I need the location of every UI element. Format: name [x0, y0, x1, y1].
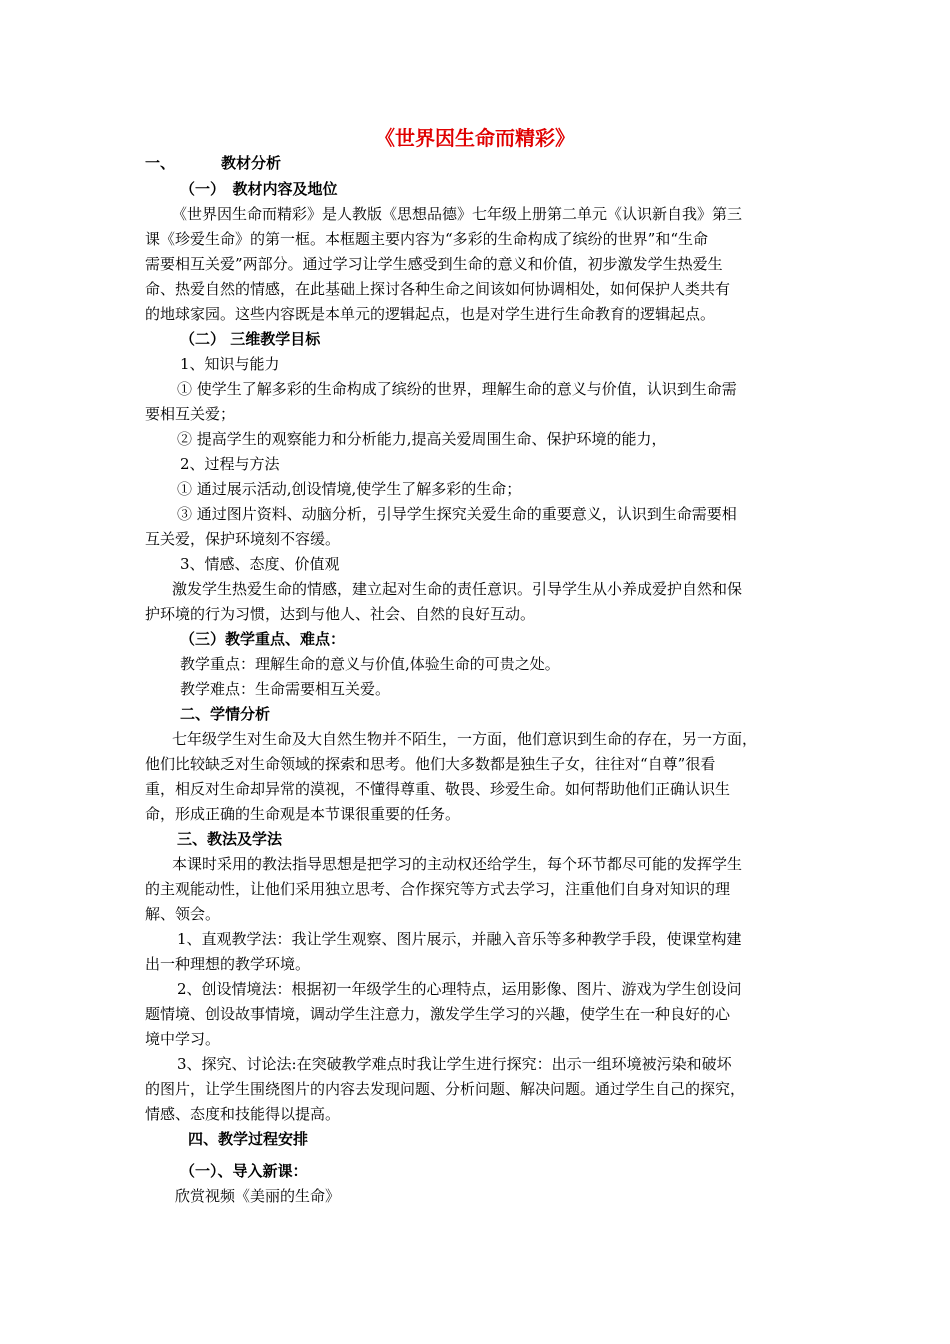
paragraph-line: 命，形成正确的生命观是本节课很重要的任务。	[145, 805, 461, 823]
list-heading: 2、过程与方法	[180, 455, 280, 473]
section-1-heading: 教材分析	[221, 154, 282, 172]
paragraph-line: 欣赏视频《美丽的生命》	[175, 1187, 341, 1205]
paragraph-line: 解、领会。	[145, 905, 221, 923]
list-heading: 3、情感、态度、价值观	[180, 555, 340, 573]
paragraph-line: 题情境、创设故事情境，调动学生注意力，激发学生学习的兴趣，使学生在一种良好的心	[145, 1005, 731, 1023]
paragraph-line: ① 使学生了解多彩的生命构成了缤纷的世界，理解生命的意义与价值，认识到生命需	[177, 380, 737, 398]
section-heading: 四、教学过程安排	[188, 1130, 309, 1148]
subsection-heading: （二） 三维教学目标	[180, 330, 321, 348]
paragraph-line: 要相互关爱；	[145, 405, 236, 423]
paragraph-line: 教学重点：理解生命的意义与价值,体验生命的可贵之处。	[180, 655, 560, 673]
paragraph-line: ① 通过展示活动,创设情境,使学生了解多彩的生命；	[177, 480, 522, 498]
subsection-heading: （一）、导入新课：	[180, 1162, 308, 1180]
paragraph-line: 七年级学生对生命及大自然生物并不陌生，一方面，他们意识到生命的存在，另一方面，	[172, 730, 758, 748]
paragraph-line: ③ 通过图片资料、动脑分析，引导学生探究关爱生命的重要意义，认识到生命需要相	[177, 505, 737, 523]
subsection-heading: （三）教学重点、难点：	[180, 630, 346, 648]
paragraph-line: 的图片，让学生围绕图片的内容去发现问题、分析问题、解决问题。通过学生自己的探究，	[145, 1080, 746, 1098]
list-heading: 1、知识与能力	[180, 355, 280, 373]
subsection-heading: （一） 教材内容及地位	[180, 180, 338, 198]
paragraph-line: 情感、态度和技能得以提高。	[145, 1105, 341, 1123]
paragraph-line: 的地球家园。这些内容既是本单元的逻辑起点，也是对学生进行生命教育的逻辑起点。	[145, 305, 716, 323]
paragraph-line: 境中学习。	[145, 1030, 221, 1048]
section-heading: 二、学情分析	[180, 705, 271, 723]
section-1-number: 一、	[145, 154, 176, 172]
paragraph-line: 命、热爱自然的情感，在此基础上探讨各种生命之间该如何协调相处，如何保护人类共有	[145, 280, 731, 298]
paragraph-line: 《世界因生命而精彩》是人教版《思想品德》七年级上册第二单元《认识新自我》第三	[172, 205, 743, 223]
paragraph-line: ② 提高学生的观察能力和分析能力,提高关爱周围生命、保护环境的能力，	[177, 430, 667, 448]
paragraph-line: 重，相反对生命却异常的漠视，不懂得尊重、敬畏、珍爱生命。如何帮助他们正确认识生	[145, 780, 731, 798]
paragraph-line: 的主观能动性，让他们采用独立思考、合作探究等方式去学习，注重他们自身对知识的理	[145, 880, 731, 898]
document-title: 《世界因生命而精彩》	[375, 126, 575, 150]
paragraph-line: 2、创设情境法：根据初一年级学生的心理特点，运用影像、图片、游戏为学生创设问	[177, 980, 742, 998]
paragraph-line: 他们比较缺乏对生命领域的探索和思考。他们大多数都是独生子女，往往对“自尊”很看	[145, 755, 716, 773]
paragraph-line: 出一种理想的教学环境。	[145, 955, 311, 973]
paragraph-line: 课《珍爱生命》的第一框。本框题主要内容为“多彩的生命构成了缤纷的世界”和“生命	[145, 230, 709, 248]
paragraph-line: 3、探究、讨论法:在突破教学难点时我让学生进行探究：出示一组环境被污染和破坏	[177, 1055, 732, 1073]
paragraph-line: 护环境的行为习惯，达到与他人、社会、自然的良好互动。	[145, 605, 536, 623]
paragraph-line: 激发学生热爱生命的情感，建立起对生命的责任意识。引导学生从小养成爱护自然和保	[172, 580, 743, 598]
paragraph-line: 需要相互关爱”两部分。通过学习让学生感受到生命的意义和价值，初步激发学生热爱生	[145, 255, 723, 273]
paragraph-line: 1、直观教学法：我让学生观察、图片展示，并融入音乐等多种教学手段，使课堂构建	[177, 930, 742, 948]
section-heading: 三、教法及学法	[177, 830, 283, 848]
paragraph-line: 教学难点：生命需要相互关爱。	[180, 680, 391, 698]
paragraph-line: 本课时采用的教法指导思想是把学习的主动权还给学生，每个环节都尽可能的发挥学生	[172, 855, 743, 873]
paragraph-line: 互关爱，保护环境刻不容缓。	[145, 530, 341, 548]
